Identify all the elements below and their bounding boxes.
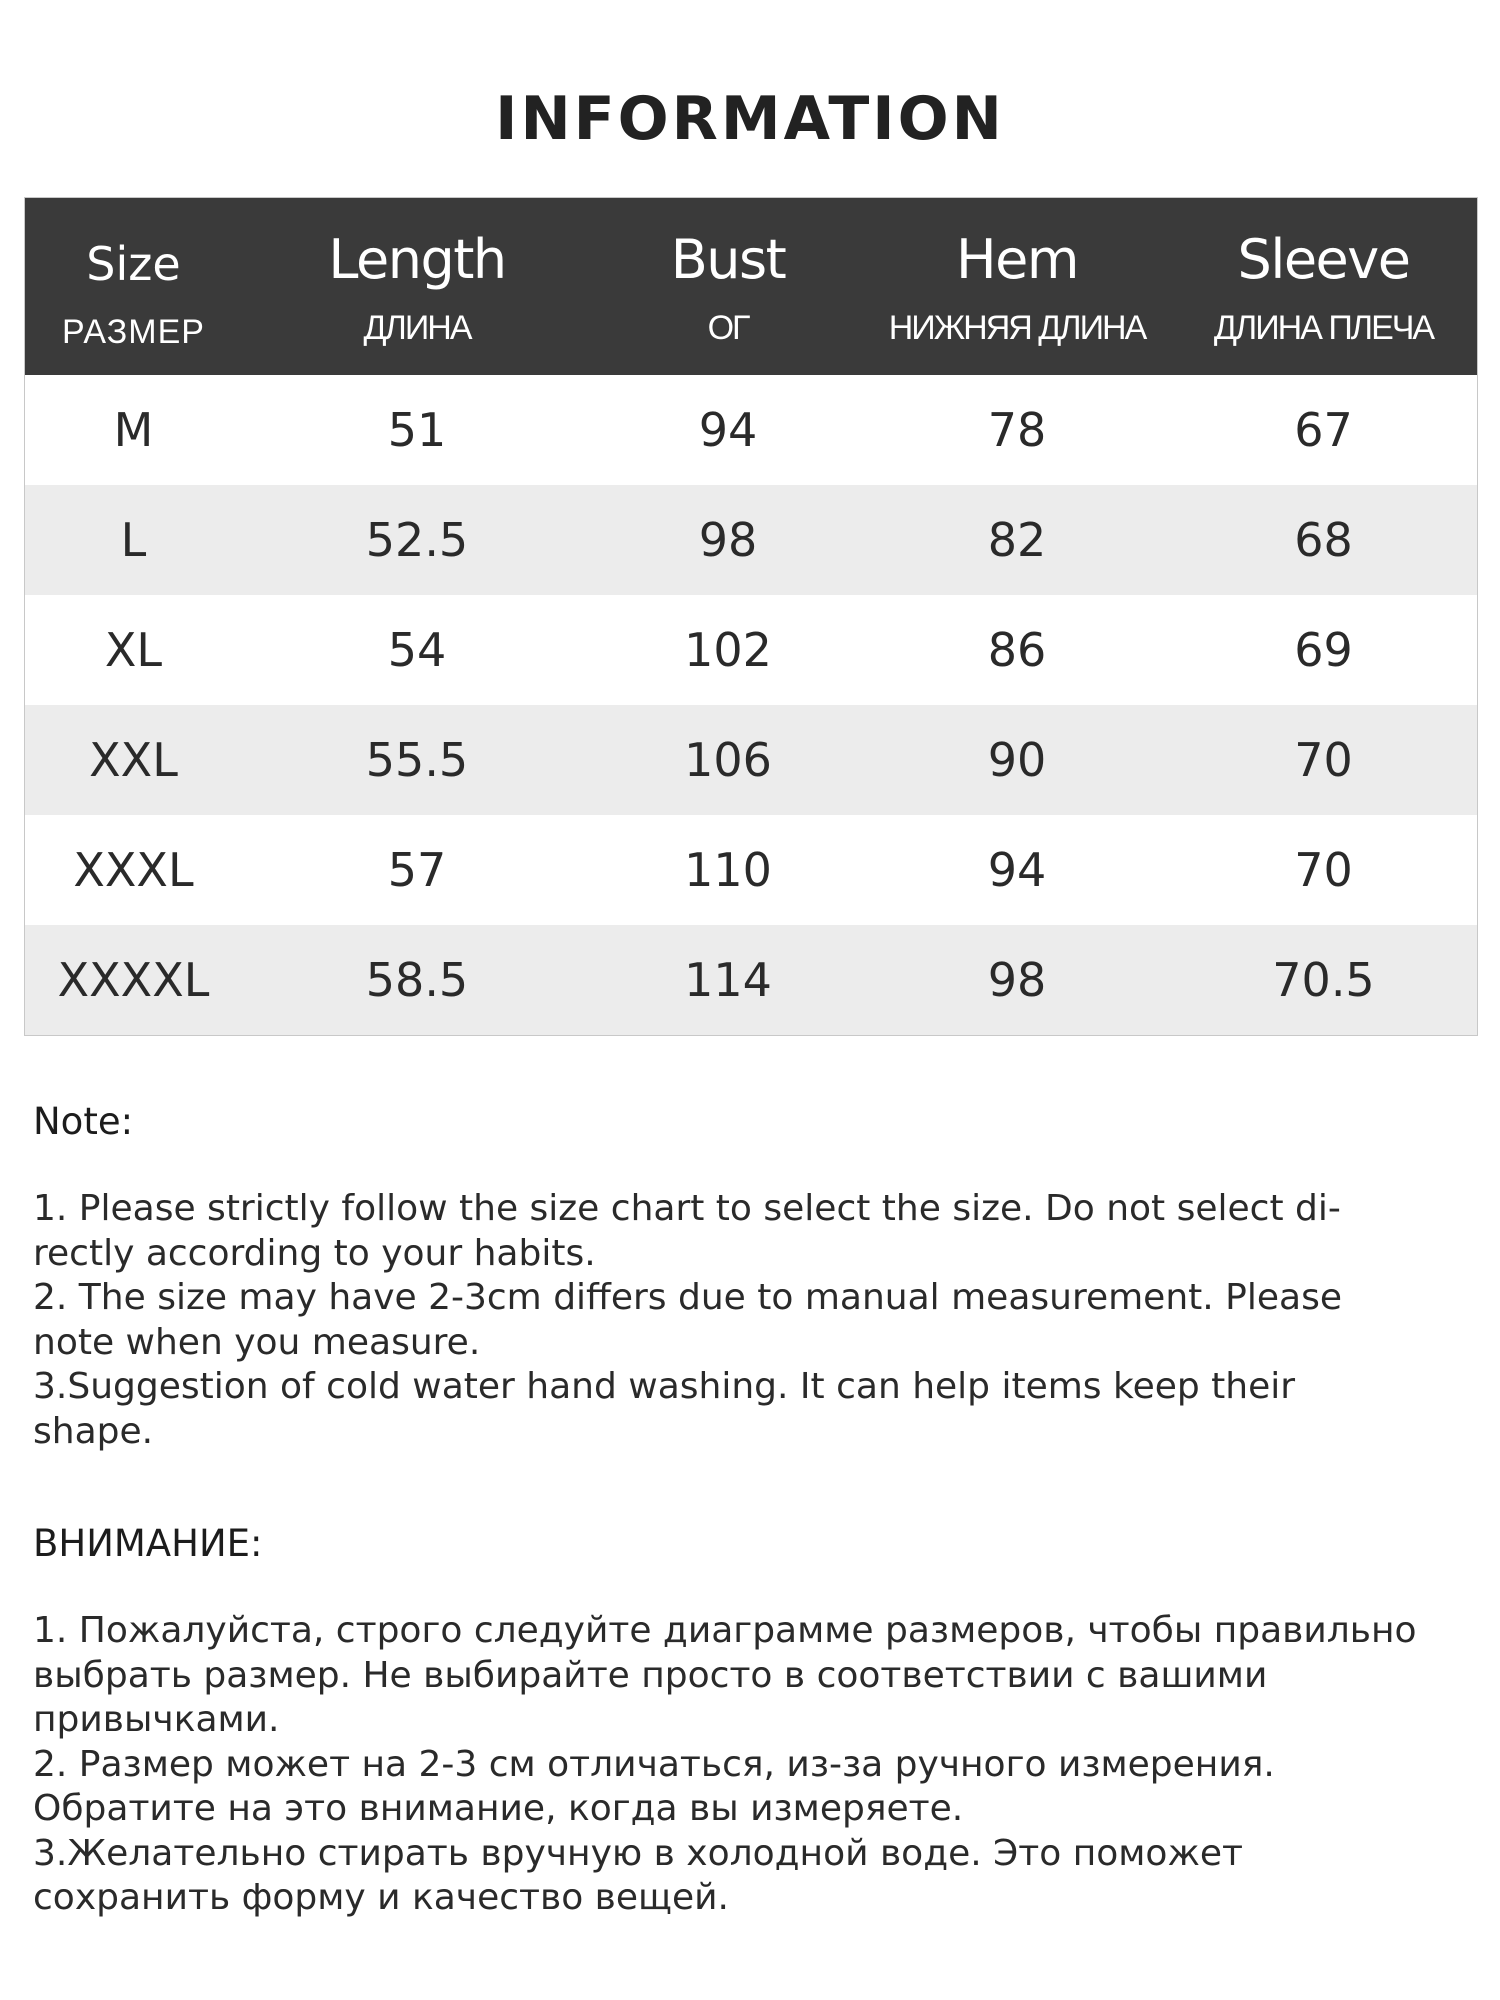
cell-hem: 78 bbox=[987, 403, 1047, 457]
note-line: 2. The size may have 2-3cm differs due to manual measurement. Please bbox=[33, 1277, 1342, 1318]
cell-hem: 98 bbox=[987, 953, 1047, 1007]
page-title: INFORMATION bbox=[495, 84, 1005, 154]
table-row bbox=[25, 375, 1477, 485]
header-hem bbox=[864, 198, 1170, 375]
header-bust bbox=[592, 198, 864, 375]
table-row bbox=[25, 815, 1477, 925]
note-line: note when you measure. bbox=[33, 1321, 481, 1363]
cell-bust: 110 bbox=[684, 843, 772, 897]
cell-length: 51 bbox=[387, 403, 447, 457]
header-label-en: Size bbox=[86, 237, 181, 291]
cell-bust: 102 bbox=[684, 623, 772, 677]
cell-hem: 90 bbox=[987, 733, 1047, 787]
note-heading: Note: bbox=[33, 1100, 134, 1143]
header-label-en: Sleeve bbox=[1237, 228, 1410, 291]
cell-sleeve: 70 bbox=[1294, 843, 1353, 897]
header-size bbox=[25, 198, 242, 375]
size-chart-table bbox=[24, 197, 1478, 1036]
cell-size: XXXXL bbox=[57, 953, 210, 1007]
note-line: сохранить форму и качество вещей. bbox=[33, 1877, 729, 1918]
note-heading: ВНИМАНИЕ: bbox=[33, 1522, 263, 1565]
cell-sleeve: 70.5 bbox=[1272, 953, 1375, 1007]
header-label-en: Hem bbox=[956, 228, 1078, 291]
cell-sleeve: 70 bbox=[1294, 733, 1353, 787]
cell-hem: 82 bbox=[987, 513, 1047, 567]
header-label-ru: ДЛИНА ПЛЕЧА bbox=[1213, 309, 1434, 347]
note-list bbox=[33, 1609, 1473, 1921]
table-row bbox=[25, 595, 1477, 705]
header-length bbox=[242, 198, 592, 375]
cell-sleeve: 69 bbox=[1294, 623, 1353, 677]
cell-sleeve: 68 bbox=[1294, 513, 1353, 567]
cell-sleeve: 67 bbox=[1294, 403, 1353, 457]
table-row bbox=[25, 925, 1477, 1035]
note-line: 1. Пожалуйста, строго следуйте диаграмме размеров, чтобы правильно bbox=[33, 1610, 1417, 1651]
cell-bust: 106 bbox=[684, 733, 772, 787]
note-line: Обратите на это внимание, когда вы измеряете. bbox=[33, 1788, 964, 1829]
cell-length: 57 bbox=[387, 843, 447, 897]
note-list bbox=[33, 1187, 1473, 1454]
cell-size: XXXL bbox=[73, 843, 194, 897]
header-label-en: Bust bbox=[670, 228, 786, 291]
table-row bbox=[25, 705, 1477, 815]
header-label-ru: НИЖНЯЯ ДЛИНА bbox=[888, 309, 1146, 347]
note-line: shape. bbox=[33, 1410, 154, 1452]
note-line: привычками. bbox=[33, 1699, 280, 1740]
header-label-ru: РАЗМЕР bbox=[62, 313, 205, 351]
cell-length: 52.5 bbox=[365, 513, 469, 567]
cell-size: XXL bbox=[89, 733, 178, 787]
cell-size: L bbox=[120, 513, 147, 567]
note-line: 3.Suggestion of cold water hand washing. It can help items keep their bbox=[33, 1366, 1296, 1407]
cell-bust: 94 bbox=[698, 403, 758, 457]
header-label-ru: ОГ bbox=[707, 309, 749, 347]
note-line: 1. Please strictly follow the size chart to select the size. Do not select di- bbox=[33, 1188, 1341, 1229]
cell-bust: 114 bbox=[684, 953, 772, 1007]
table-header bbox=[25, 198, 1477, 375]
cell-length: 55.5 bbox=[365, 733, 469, 787]
note-russian bbox=[33, 1522, 1473, 1921]
note-line: 2. Размер может на 2-3 см отличаться, из-за ручного измерения. bbox=[33, 1743, 1275, 1785]
cell-bust: 98 bbox=[698, 513, 758, 567]
note-english bbox=[33, 1100, 1473, 1454]
table-body bbox=[25, 375, 1477, 1035]
note-line: выбрать размер. Не выбирайте просто в соответствии с вашими bbox=[33, 1654, 1268, 1696]
cell-hem: 86 bbox=[987, 623, 1047, 677]
cell-length: 58.5 bbox=[365, 953, 469, 1007]
note-line: rectly according to your habits. bbox=[33, 1232, 596, 1274]
header-sleeve bbox=[1170, 198, 1477, 375]
cell-size: M bbox=[113, 403, 154, 457]
table-row bbox=[25, 485, 1477, 595]
header-label-ru: ДЛИНА bbox=[363, 309, 471, 347]
note-line: 3.Желательно стирать вручную в холодной воде. Это поможет bbox=[33, 1832, 1243, 1874]
cell-size: XL bbox=[104, 623, 163, 677]
header-label-en: Length bbox=[328, 228, 506, 291]
cell-length: 54 bbox=[387, 623, 447, 677]
cell-hem: 94 bbox=[987, 843, 1047, 897]
